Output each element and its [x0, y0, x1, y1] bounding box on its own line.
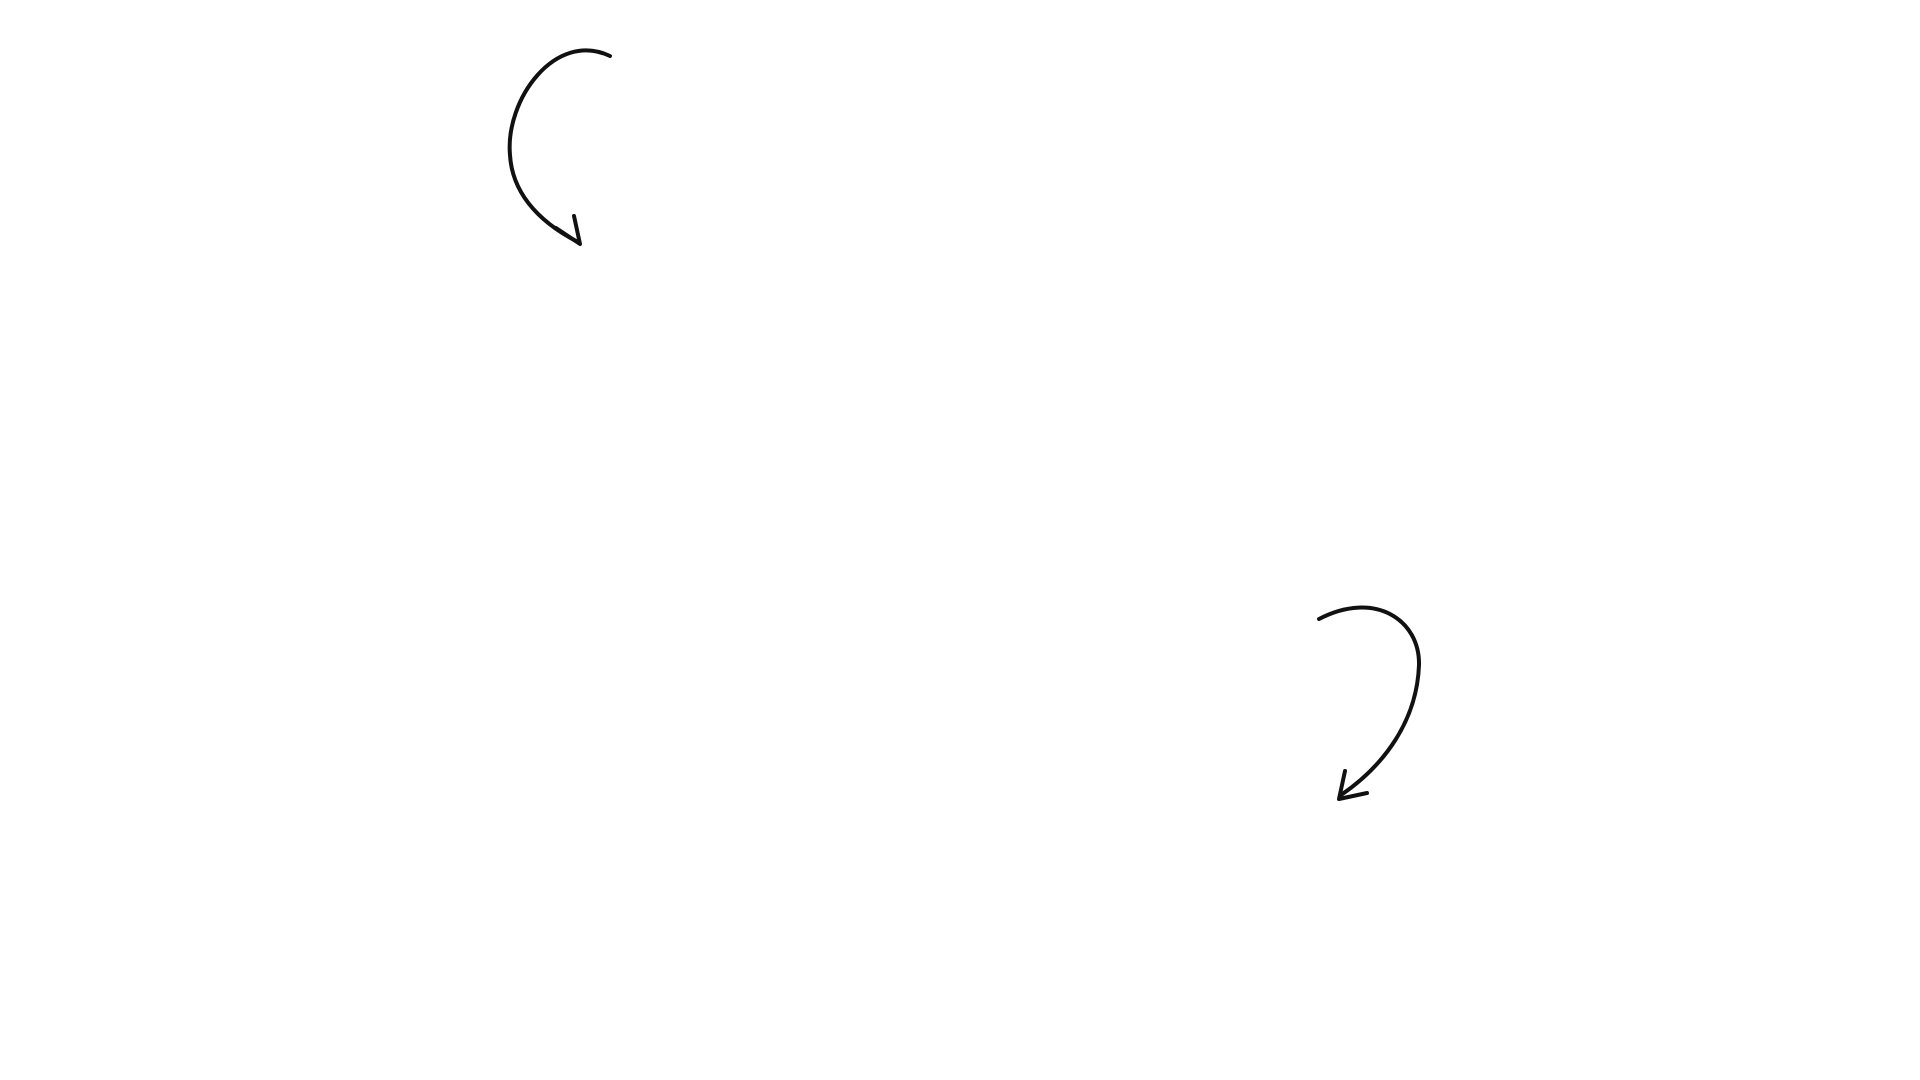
curved-arrow-icon [500, 40, 620, 250]
curved-arrow-icon [1305, 595, 1425, 805]
